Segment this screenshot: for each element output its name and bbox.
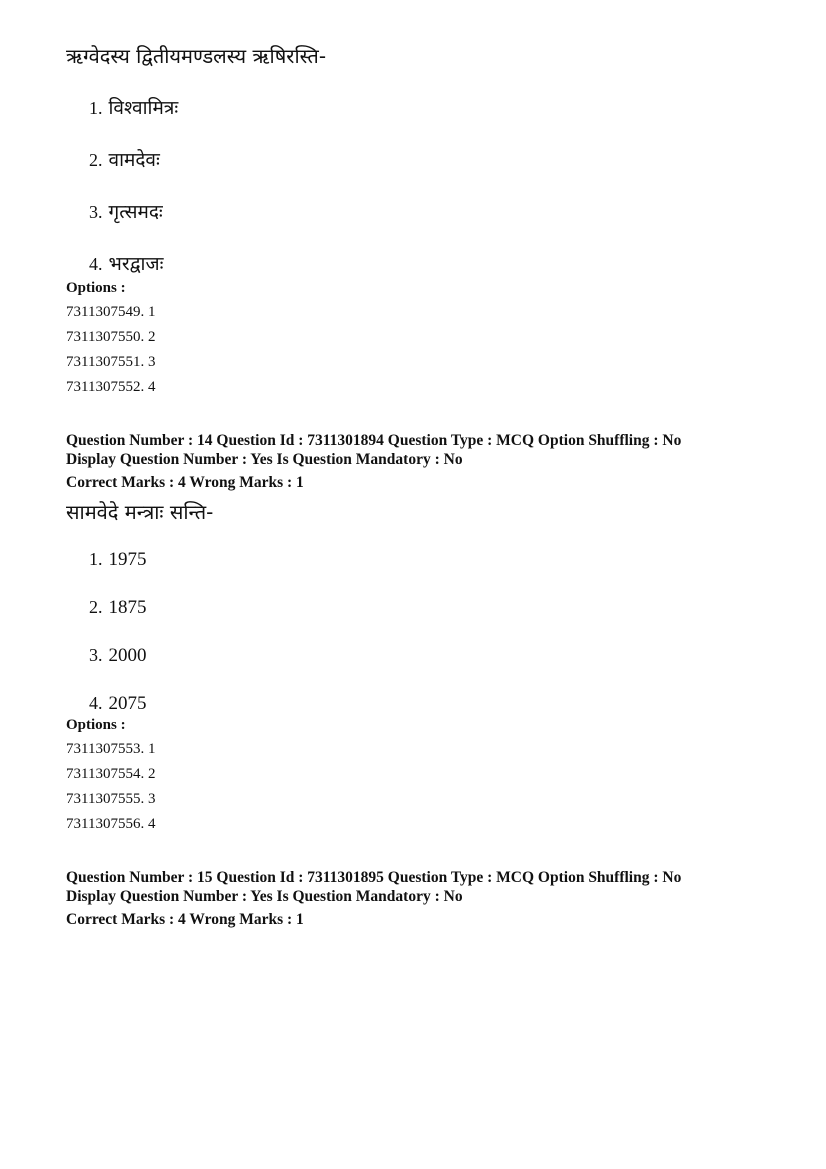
choice-number: 4. xyxy=(89,693,103,713)
q14-option-id-1: 7311307553. 1 xyxy=(66,741,156,757)
q15-meta-line-2: Display Question Number : Yes Is Question Mandatory : No xyxy=(66,888,463,905)
q14-choice-2 xyxy=(89,594,147,621)
choice-text: 1875 xyxy=(108,597,147,618)
q13-choice-3 xyxy=(89,199,163,225)
choice-number: 3. xyxy=(89,202,103,222)
q13-choice-2 xyxy=(89,147,160,173)
question-13-text: ऋग्वेदस्य द्वितीयमण्डलस्य ऋषिरस्ति- xyxy=(66,44,327,68)
q13-option-id-3: 7311307551. 3 xyxy=(66,354,156,370)
q13-options-label: Options : xyxy=(66,280,126,296)
q14-choice-1 xyxy=(89,546,147,573)
q13-option-id-2: 7311307550. 2 xyxy=(66,329,156,345)
q14-option-id-2: 7311307554. 2 xyxy=(66,766,156,782)
choice-text: 2000 xyxy=(108,645,147,666)
choice-text: 1975 xyxy=(108,549,147,570)
choice-text: गृत्समदः xyxy=(108,201,163,223)
q14-option-id-4: 7311307556. 4 xyxy=(66,816,156,832)
q15-marks: Correct Marks : 4 Wrong Marks : 1 xyxy=(66,911,304,928)
choice-number: 2. xyxy=(89,150,103,170)
q14-meta-line-1: Question Number : 14 Question Id : 7311301894 Question Type : MCQ Option Shuffling : No xyxy=(66,432,682,449)
q14-choice-4 xyxy=(89,690,147,717)
q13-choice-1 xyxy=(89,95,178,121)
choice-number: 4. xyxy=(89,254,103,274)
q14-options-label: Options : xyxy=(66,717,126,733)
choice-text: विश्वामित्रः xyxy=(108,97,179,119)
choice-text: भरद्वाजः xyxy=(108,253,164,275)
choice-number: 1. xyxy=(89,98,103,118)
choice-text: वामदेवः xyxy=(108,149,160,171)
q14-choice-3 xyxy=(89,642,147,669)
q13-option-id-1: 7311307549. 1 xyxy=(66,304,156,320)
q14-option-id-3: 7311307555. 3 xyxy=(66,791,156,807)
q14-marks: Correct Marks : 4 Wrong Marks : 1 xyxy=(66,474,304,491)
choice-number: 2. xyxy=(89,597,103,617)
choice-number: 1. xyxy=(89,549,103,569)
choice-text: 2075 xyxy=(108,693,147,714)
question-14-text: सामवेदे मन्त्राः सन्ति- xyxy=(66,500,214,524)
q15-meta-line-1: Question Number : 15 Question Id : 7311301895 Question Type : MCQ Option Shuffling : No xyxy=(66,869,682,886)
choice-number: 3. xyxy=(89,645,103,665)
q13-option-id-4: 7311307552. 4 xyxy=(66,379,156,395)
q13-choice-4 xyxy=(89,251,163,277)
q14-meta-line-2: Display Question Number : Yes Is Question Mandatory : No xyxy=(66,451,463,468)
